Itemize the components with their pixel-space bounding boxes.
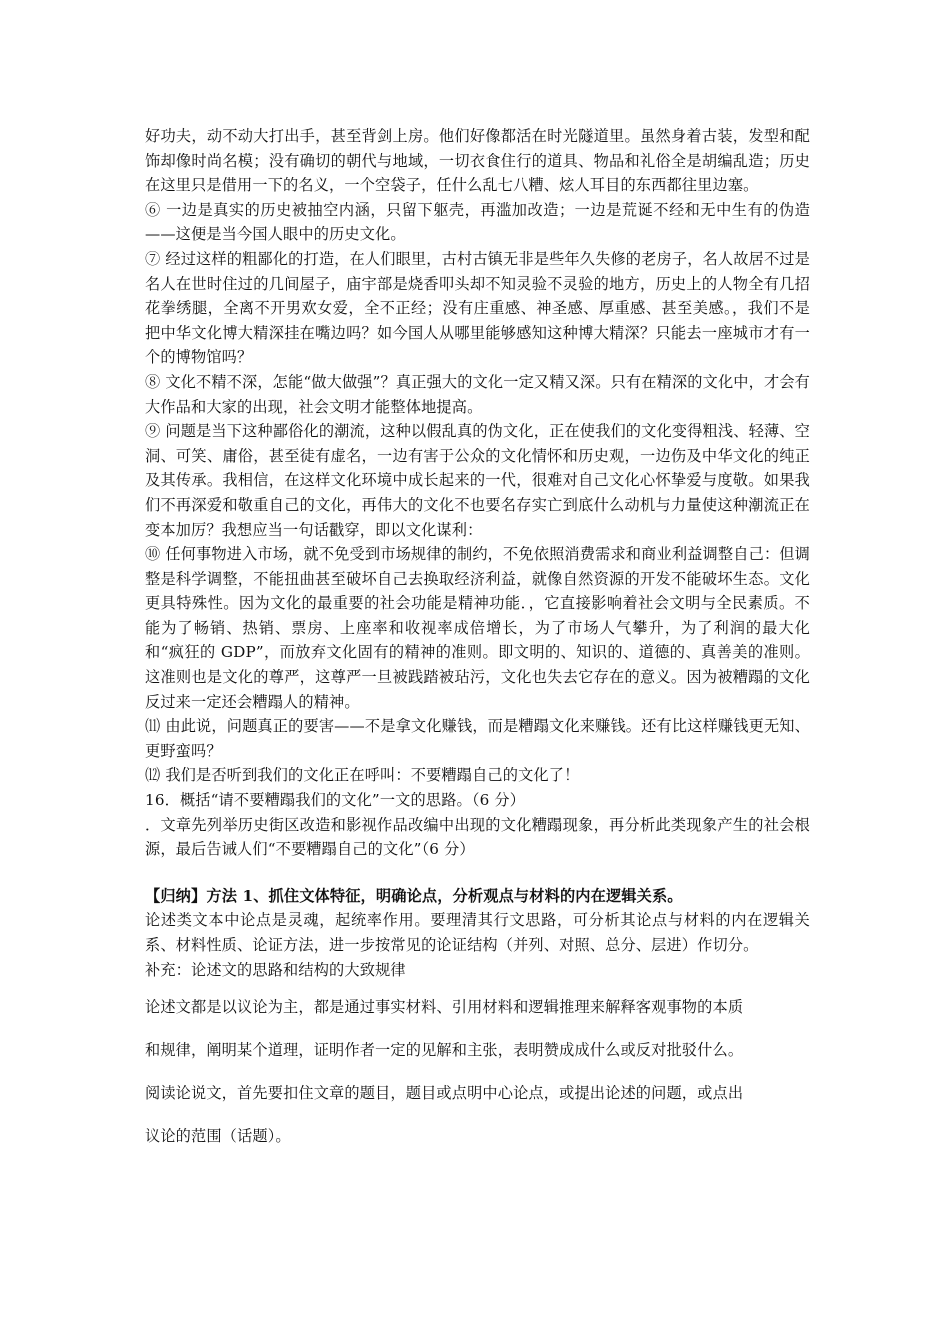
paragraph-continued: 好功夫，动不动大打出手，甚至背剑上房。他们好像都活在时光隧道里。虽然身着古装，发型和配饰却像时尚名模；没有确切的朝代与地域，一切衣食住行的道具、物品和礼俗全是胡编乱造；历史在这里只是借用一下的名义，一个空袋子，任什么乱七八糟、炫人耳目的东西都往里边塞。 bbox=[145, 127, 810, 195]
answer-16: ．文章先列举历史街区改造和影视作品改编中出现的文化糟蹋现象，再分析此类现象产生的社会根源，最后告诫人们“不要糟蹋自己的文化”（6 分） bbox=[145, 815, 810, 859]
summary-body: 论述类文本中论点是灵魂，起统率作用。要理清其行文思路，可分析其论点与材料的内在逻辑关系、材料性质、论证方法，进一步按常见的论证结构（并列、对照、总分、层进）作切分。 bbox=[145, 911, 810, 954]
summary-heading bbox=[145, 884, 810, 909]
rule-line-4: 议论的范围（话题）。 bbox=[145, 1127, 291, 1146]
section-spacer bbox=[145, 862, 810, 884]
paragraph-10: ⑩ 任何事物进入市场，就不免受到市场规律的制约，不免依照消费需求和商业利益调整自己：但调整是科学调整，不能扭曲甚至破坏自己去换取经济利益，就像自然资源的开发不能破坏生态。文化更具特殊性。因为文化的最重要的社会功能是精神功能．，它直接影响着社会文明与全民素质。不能为了畅销、热销、票房、上座率和收视率成倍增长，为了市场人气攀升，为了利润的最大化和“疯狂的 GDP”，而放弃文化固有的精神的准则。即文明的、知识的、道德的、真善美的准则。这准则也是文化的尊严，这尊严一旦被践踏被玷污，文化也失去它存在的意义。因为被糟蹋的文化反过来一定还会糟蹋人的精神。 bbox=[145, 545, 810, 711]
paragraph-12: ⑿ 我们是否听到我们的文化正在呼叫：不要糟蹋自己的文化了！ bbox=[145, 766, 580, 785]
rule-line-1: 论述文都是以议论为主，都是通过事实材料、引用材料和逻辑推理来解释客观事物的本质 bbox=[145, 998, 744, 1017]
paragraph-7: ⑦ 经过这样的粗鄙化的打造，在人们眼里，古村古镇无非是些年久失修的老房子，名人故居不过是名人在世时住过的几间屋子，庙宇部是烧香叩头却不知灵验不灵验的地方，历史上的人物全有几招花拳绣腿，全离不开男欢女爱，全不正经；没有庄重感、神圣感、厚重感、甚至美感。，我们不是把中华文化博大精深挂在嘴边吗？如今国人从哪里能够感知这种博大精深？只能去一座城市才有一个的博物馆吗？ bbox=[145, 249, 810, 367]
paragraph-6: ⑥ 一边是真实的历史被抽空内涵，只留下躯壳，再滥加改造；一边是荒诞不经和无中生有的伪造——这便是当今国人眼中的历史文化。 bbox=[145, 200, 810, 244]
paragraph-8: ⑧ 文化不精不深，怎能“做大做强”？真正强大的文化一定又精又深。只有在精深的文化中，才会有大作品和大家的出现，社会文明才能整体地提高。 bbox=[145, 372, 810, 416]
summary-bracket: 【归纳】 bbox=[145, 886, 207, 905]
document-page bbox=[145, 124, 810, 1158]
rule-line-3: 阅读论说文，首先要扣住文章的题目，题目或点明中心论点，或提出论述的问题，或点出 bbox=[145, 1084, 744, 1103]
question-16: 16．概括“请不要糟蹋我们的文化”一文的思路。（6 分） bbox=[145, 791, 526, 810]
paragraph-11: ⑾ 由此说，问题真正的要害——不是拿文化赚钱，而是糟蹋文化来赚钱。还有比这样赚钱更无知、更野蛮吗？ bbox=[145, 717, 810, 760]
rule-line-2: 和规律，阐明某个道理，证明作者一定的见解和主张，表明赞成成什么或反对批驳什么。 bbox=[145, 1041, 744, 1060]
summary-heading-text: 方法 1、抓住文体特征，明确论点，分析观点与材料的内在逻辑关系。 bbox=[206, 886, 683, 905]
summary-supplement: 补充：论述文的思路和结构的大致规律 bbox=[145, 960, 406, 979]
paragraph-9: ⑨ 问题是当下这种鄙俗化的潮流，这种以假乱真的伪文化，正在使我们的文化变得粗浅、轻薄、空洞、可笑、庸俗，甚至徒有虚名，一边有害于公众的文化情怀和历史观，一边伤及中华文化的纯正及其传承。我相信，在这样文化环境中成长起来的一代，很难对自己文化心怀挚爱与度敬。如果我们不再深爱和敬重自己的文化，再伟大的文化不也要名存实亡到底什么动机与力量使这种潮流正在变本加厉？我想应当一句话戳穿，即以文化谋利： bbox=[145, 422, 810, 539]
